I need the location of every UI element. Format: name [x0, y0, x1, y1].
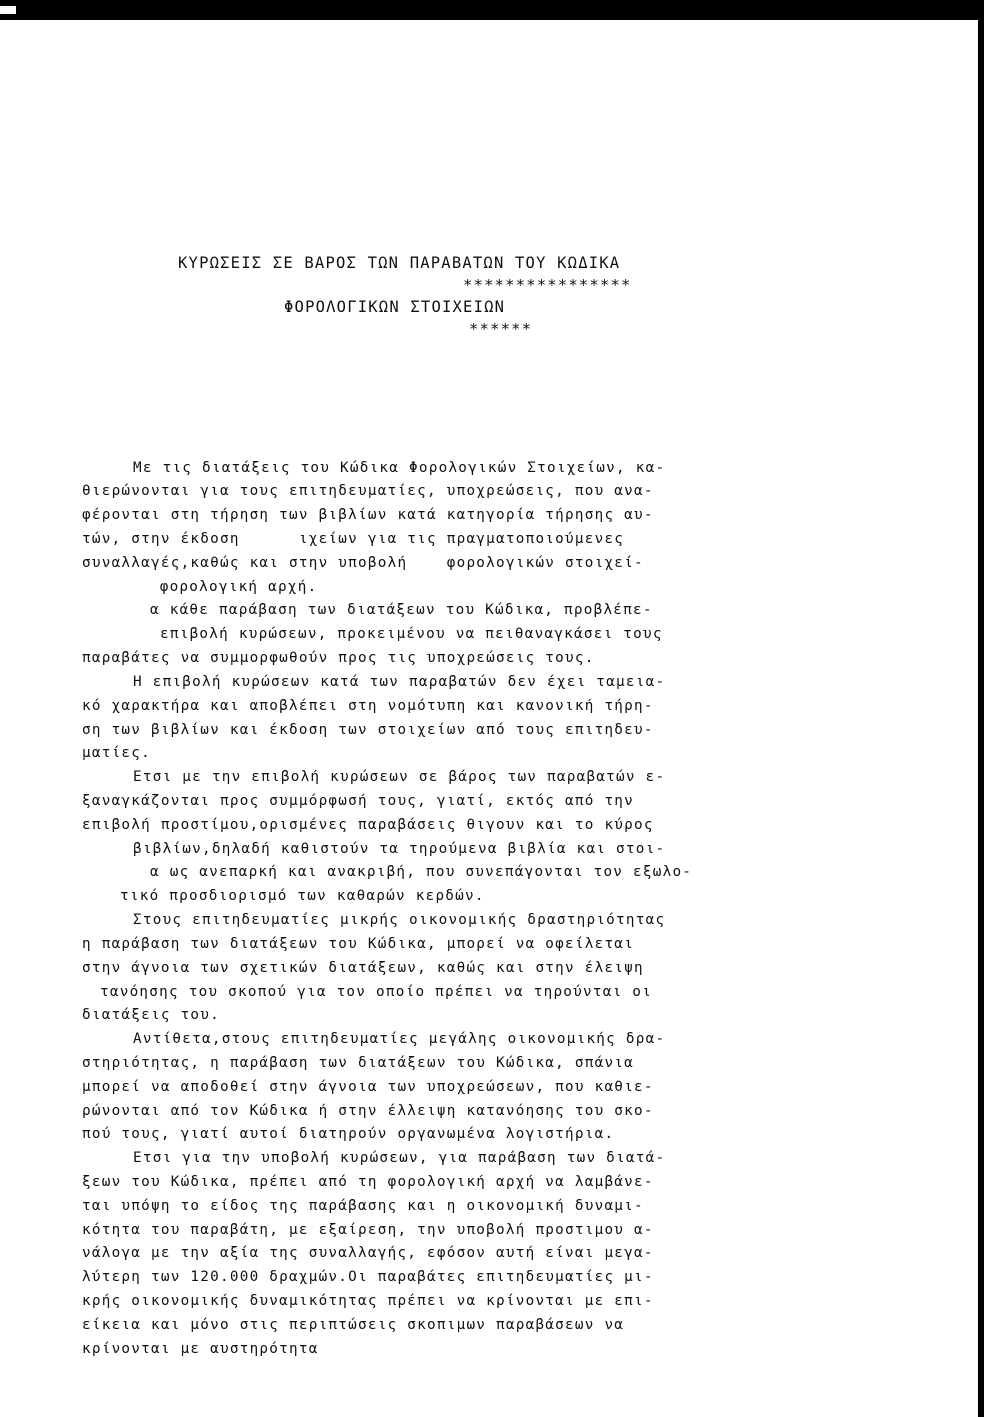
- body-line: α ως ανεπαρκή και ανακριβή, που συνεπάγονται τον εξωλο-: [150, 864, 693, 880]
- body-line: Ετσι με την επιβολή κυρώσεων σε βάρος των παραβατών ε-: [133, 769, 666, 785]
- title-line-2: ΦΟΡΟΛΟΓΙΚΩΝ ΣΤΟΙΧΕΙΩΝ: [284, 298, 506, 316]
- body-line: κρίνονται με αυστηρότητα: [82, 1341, 319, 1357]
- body-line: πού τους, γιατί αυτοί διατηρούν οργανωμένα λογιστήρια.: [82, 1126, 615, 1142]
- scan-border-gap: [0, 6, 16, 14]
- title-line-1: ΚΥΡΩΣΕΙΣ ΣΕ ΒΑΡΟΣ ΤΩΝ ΠΑΡΑΒΑΤΩΝ ΤΟΥ ΚΩΔΙΚΑ: [178, 254, 621, 272]
- body-line: στηριότητας, η παράβαση των διατάξεων του Κώδικα, σπάνια: [82, 1055, 635, 1071]
- body-line: Στους επιτηδευματίες μικρής οικονομικής δραστηριότητας: [133, 912, 666, 928]
- body-line: κρής οικονομικής δυναμικότητας πρέπει να κρίνονται με επι-: [82, 1293, 654, 1309]
- body-line: κότητα του παραβάτη, με εξαίρεση, την υποβολή προστιμου α-: [82, 1222, 654, 1238]
- body-line: επιβολή προστίμου,ορισμένες παραβάσεις θιγουν και το κύρος: [82, 817, 654, 833]
- body-line: λύτερη των 120.000 δραχμών.Οι παραβάτες επιτηδευματίες μι-: [82, 1269, 654, 1285]
- body-line: Αντίθετα,στους επιτηδευματίες μεγάλης οικονομικής δρα-: [133, 1031, 666, 1047]
- body-line: παραβάτες να συμμορφωθούν προς τις υποχρεώσεις τους.: [82, 650, 595, 666]
- body-line: Η επιβολή κυρώσεων κατά των παραβατών δεν έχει ταμεια-: [133, 674, 666, 690]
- body-line: στην άγνοια των σχετικών διατάξεων, καθώς και στην έλειψη: [82, 960, 644, 976]
- body-line: κό χαρακτήρα και αποβλέπει στη νομότυπη και κανονική τήρη-: [82, 698, 654, 714]
- body-line: η παράβαση των διατάξεων του Κώδικα, μπορεί να οφείλεται: [82, 936, 635, 952]
- title-underline-asterisks-short: ******: [469, 320, 533, 338]
- body-line: τικό προσδιορισμό των καθαρών κερδών.: [120, 888, 485, 904]
- body-line: ρώνονται από τον Κώδικα ή στην έλλειψη κατανόησης του σκο-: [82, 1103, 654, 1119]
- body-line: ται υπόψη το είδος της παράβασης και η οικονομική δυναμι-: [82, 1198, 644, 1214]
- body-line: ξαναγκάζονται προς συμμόρφωσή τους, γιατί, εκτός από την: [82, 793, 635, 809]
- scan-right-border: [978, 20, 984, 1417]
- body-line: φορολογική αρχή.: [140, 579, 318, 595]
- body-line: φέρονται στη τήρηση των βιβλίων κατά κατηγορία τήρησης αυ-: [82, 507, 654, 523]
- body-line: νάλογα με την αξία της συναλλαγής, εφόσον αυτή είναι μεγα-: [82, 1245, 654, 1261]
- body-line: ματίες.: [82, 745, 152, 761]
- body-line: διατάξεις του.: [82, 1007, 221, 1023]
- body-line: είκεια και μόνο στις περιπτώσεις σκοπιμων παραβάσεων να: [82, 1317, 625, 1333]
- body-line: ση των βιβλίων και έκδοση των στοιχείων από τους επιτηδευ-: [82, 722, 654, 738]
- body-line: βιβλίων,δηλαδή καθιστούν τα τηρούμενα βιβλία και στοι-: [133, 841, 666, 857]
- body-line: τανόησης του σκοπού για τον οποίο πρέπει να τηρούνται οι: [100, 984, 653, 1000]
- body-line: θιερώνονται για τους επιτηδευματίες, υποχρεώσεις, που ανα-: [82, 483, 654, 499]
- body-line: επιβολή κυρώσεων, προκειμένου να πειθαναγκάσει τους: [160, 626, 663, 642]
- body-line: Ετσι για την υποβολή κυρώσεων, για παράβαση των διατά-: [133, 1150, 666, 1166]
- scan-top-border: [0, 0, 984, 20]
- body-line: τών, στην έκδοση ιχείων για τις πραγματοποιούμενες: [82, 531, 625, 547]
- body-line: α κάθε παράβαση των διατάξεων του Κώδικα, προβλέπε-: [150, 602, 653, 618]
- body-line: ξεων του Κώδικα, πρέπει από τη φορολογική αρχή να λαμβάνε-: [82, 1174, 654, 1190]
- body-line: Με τις διατάξεις του Κώδικα Φορολογικών Στοιχείων, κα-: [133, 460, 666, 476]
- body-line: συναλλαγές,καθώς και στην υποβολή φορολογικών στοιχεί-: [82, 555, 644, 571]
- body-line: μπορεί να αποδοθεί στην άγνοια των υποχρεώσεων, που καθιε-: [82, 1079, 654, 1095]
- title-underline-asterisks: ****************: [463, 276, 632, 294]
